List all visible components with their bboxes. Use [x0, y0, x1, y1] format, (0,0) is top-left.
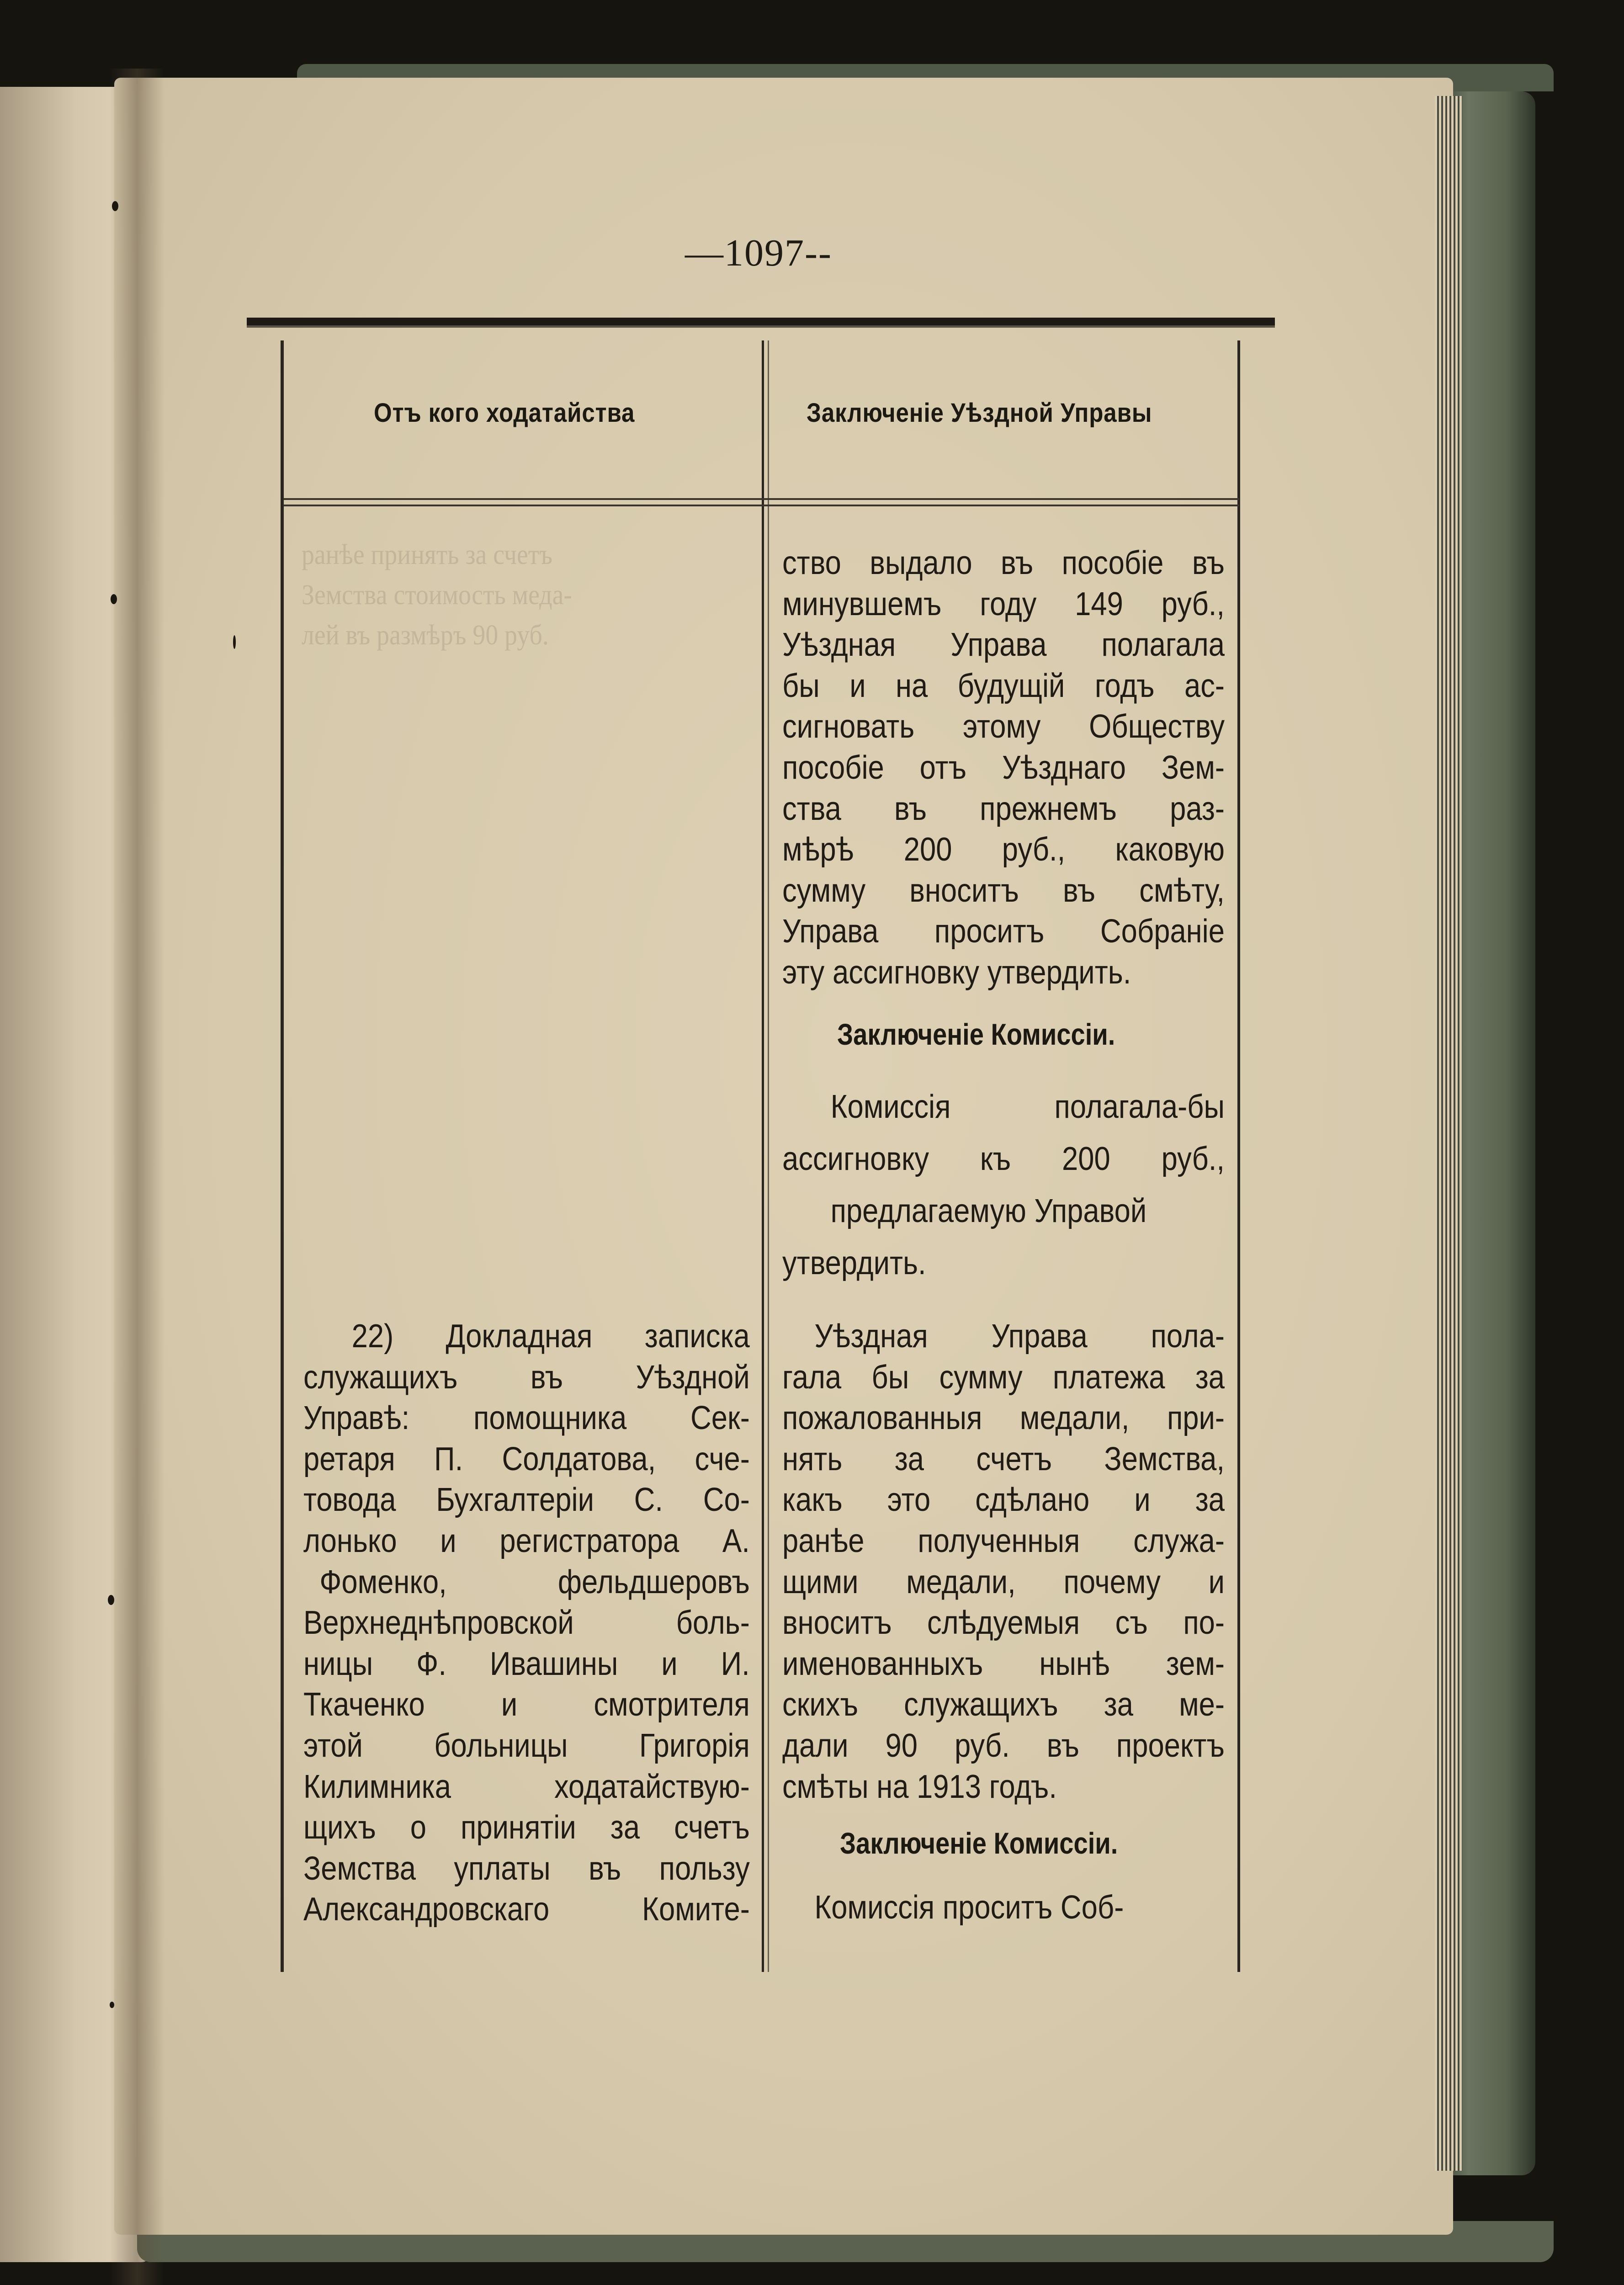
text-line: ства въ прежнемъ раз- — [782, 790, 1225, 827]
text-line: нять за счетъ Земства, — [782, 1440, 1225, 1477]
column-divider-shadow — [768, 340, 769, 1972]
text-line: сигновать этому Обществу — [782, 708, 1225, 745]
book-spine-shadow — [110, 69, 165, 2285]
text-line: предлагаемую Управой — [830, 1193, 1147, 1229]
text-line: ранѣе полученныя служа- — [782, 1522, 1225, 1559]
text-line: 22) Докладная записка — [351, 1318, 750, 1355]
board-conclusion-text-2 — [782, 1316, 1225, 1807]
text-line: Уѣздная Управа пола- — [814, 1318, 1225, 1355]
text-line: эту ассигновку утвердить. — [782, 954, 1131, 991]
page-number: —1097-- — [685, 232, 832, 274]
text-line: скихъ служащихъ за ме- — [782, 1686, 1225, 1723]
text-line: бы и на будущій годъ ас- — [782, 667, 1225, 704]
page-speck — [108, 1595, 114, 1605]
column-divider — [762, 340, 764, 1972]
bleed-through-line: ранѣе принять за счетъ — [302, 539, 552, 570]
text-line: смѣты на 1913 годъ. — [782, 1768, 1057, 1805]
text-line: лонько и регистратора А. — [303, 1522, 750, 1559]
text-line: минувшемъ году 149 руб., — [782, 585, 1225, 622]
text-line: Земства уплаты въ пользу — [303, 1850, 750, 1887]
text-line: Фоменко, фельдшеровъ — [319, 1563, 750, 1600]
text-line: сумму вноситъ въ смѣту, — [782, 872, 1225, 909]
bleed-through-text — [302, 535, 572, 655]
header-bottom-rule — [283, 498, 1239, 500]
column-header-petitioner: Отъ кого ходатайства — [374, 398, 635, 428]
page-speck — [233, 635, 236, 649]
text-line: Управѣ: помощника Сек- — [303, 1400, 750, 1437]
text-line: служащихъ въ Уѣздной — [303, 1359, 750, 1396]
text-line: товода Бухгалтеріи С. Со- — [303, 1482, 750, 1519]
text-line: Управа проситъ Собраніе — [782, 913, 1225, 950]
text-line: пособіе отъ Уѣзднаго Зем- — [782, 749, 1225, 786]
page-speck — [112, 201, 118, 211]
text-line: ассигновку къ 200 руб., — [782, 1141, 1225, 1177]
page-speck — [110, 2002, 114, 2008]
text-line: Комиссія полагала-бы — [830, 1089, 1225, 1125]
text-line: ницы Ф. Ивашины и И. — [303, 1645, 750, 1682]
table-top-rule — [247, 318, 1275, 326]
text-line: гала бы сумму платежа за — [782, 1359, 1225, 1396]
text-line: Килимника ходатайствую- — [303, 1768, 750, 1805]
bleed-through-line: лей въ размѣръ 90 руб. — [302, 620, 549, 651]
text-line: щими медали, почему и — [782, 1563, 1225, 1600]
commission-text-1 — [782, 1081, 1225, 1289]
text-line: Александровскаго Комите- — [303, 1891, 750, 1928]
text-line: Комиссія проситъ Соб- — [814, 1889, 1124, 1926]
column-header-board-conclusion: Заключеніе Уѣздной Управы — [807, 398, 1152, 428]
text-line: пожалованныя медали, при- — [782, 1400, 1225, 1437]
board-conclusion-text-1 — [782, 543, 1225, 994]
text-line: дали 90 руб. въ проектъ — [782, 1727, 1225, 1764]
text-line: этой больницы Григорія — [303, 1727, 750, 1764]
table-left-border — [281, 340, 284, 1972]
petition-item-22 — [303, 1316, 750, 1930]
table-top-rule-thin — [247, 325, 1275, 328]
text-line: именованныхъ нынѣ зем- — [782, 1645, 1225, 1682]
text-line: ство выдало въ пособіе въ — [782, 545, 1225, 581]
page-speck — [111, 594, 117, 604]
text-line: Верхнеднѣпровской боль- — [303, 1605, 750, 1642]
page-stack-edge — [1435, 96, 1462, 2171]
commission-text-2 — [782, 1887, 1225, 1929]
text-line: какъ это сдѣлано и за — [782, 1482, 1225, 1519]
text-line: вноситъ слѣдуемыя съ по- — [782, 1605, 1225, 1642]
text-line: мѣрѣ 200 руб., каковую — [782, 831, 1225, 868]
text-line: утвердить. — [782, 1245, 926, 1281]
text-line: ретаря П. Солдатова, сче- — [303, 1440, 750, 1477]
bleed-through-line: Земства стоимость меда- — [302, 579, 572, 611]
text-line: Ткаченко и смотрителя — [303, 1686, 750, 1723]
header-bottom-rule-2 — [283, 505, 1239, 506]
text-line: Уѣздная Управа полагала — [782, 627, 1225, 664]
commission-heading-1: Заключеніе Комиссіи. — [837, 1017, 1115, 1051]
text-line: щихъ о принятіи за счетъ — [303, 1809, 750, 1846]
commission-heading-2: Заключеніе Комиссіи. — [840, 1826, 1118, 1860]
table-right-border — [1237, 340, 1240, 1972]
